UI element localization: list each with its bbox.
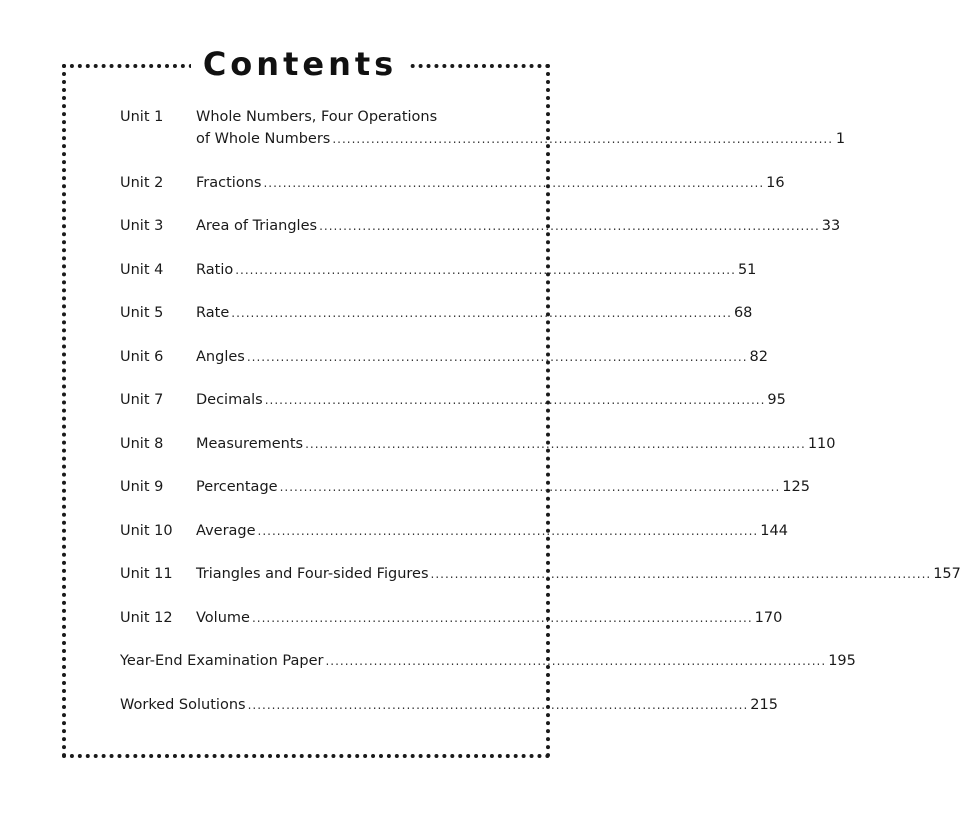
page-number: 110	[807, 435, 836, 452]
unit-label: Unit 9	[120, 479, 164, 495]
unit-title-continued: of Whole Numbers	[196, 131, 331, 147]
unit-label: Unit 3	[120, 218, 164, 234]
section-title: Worked Solutions	[120, 696, 246, 713]
unit-title: Measurements	[196, 435, 304, 452]
unit-label: Unit 7	[120, 392, 164, 408]
page-number: 95	[767, 392, 786, 408]
dot-leader: ........................................................................................................	[305, 436, 806, 451]
dot-leader: ........................................................................................................	[246, 349, 748, 364]
unit-label: Unit 12	[120, 609, 173, 626]
unit-title: Average	[196, 522, 256, 539]
page-number: 215	[750, 696, 778, 713]
unit-label: Unit 6	[120, 348, 164, 365]
toc-entry-unit-2[interactable]	[120, 172, 785, 194]
dot-leader: ........................................................................................................	[251, 610, 753, 625]
unit-title: Decimals	[196, 392, 263, 408]
page-title: Contents	[191, 42, 409, 86]
unit-title: Fractions	[196, 174, 262, 191]
toc-entry-unit-5[interactable]	[120, 302, 753, 324]
unit-label: Unit 5	[120, 305, 164, 321]
dot-leader: ........................................................................................................	[263, 175, 765, 190]
dot-leader: ........................................................................................................	[247, 697, 749, 712]
toc-entry-unit-12[interactable]	[120, 607, 783, 629]
unit-title: Ratio	[196, 261, 234, 278]
dot-leader: ........................................................................................................	[325, 654, 827, 668]
page-number: 125	[782, 479, 810, 495]
dot-leader: ........................................................................................................	[231, 306, 732, 320]
page-number: 51	[737, 261, 757, 278]
toc-entry-unit-1[interactable]	[120, 106, 846, 150]
unit-title: Whole Numbers, Four Operations	[196, 109, 438, 125]
unit-title: Percentage	[196, 479, 278, 495]
section-title: Year-End Examination Paper	[120, 653, 324, 669]
unit-title: Angles	[196, 348, 245, 365]
dot-leader: ........................................................................................................	[332, 132, 834, 146]
page-number: 170	[754, 609, 783, 626]
page-number: 144	[760, 522, 788, 539]
dot-leader: ........................................................................................................	[279, 480, 781, 494]
unit-label: Unit 1	[120, 109, 164, 125]
dot-leader: ........................................................................................................	[430, 567, 932, 581]
unit-label: Unit 10	[120, 522, 173, 539]
toc-entry-worked-solutions[interactable]	[120, 694, 778, 716]
unit-label: Unit 8	[120, 435, 164, 452]
toc-entry-unit-11[interactable]	[120, 563, 961, 585]
toc-entry-unit-3[interactable]	[120, 215, 841, 237]
page-number: 68	[733, 305, 753, 321]
dot-leader: ........................................................................................................	[319, 219, 820, 233]
toc-entry-unit-10[interactable]	[120, 520, 788, 542]
unit-title: Triangles and Four-sided Figures	[196, 566, 429, 582]
page-number: 82	[749, 348, 768, 365]
unit-title: Area of Triangles	[196, 218, 318, 234]
page-number: 195	[828, 653, 856, 669]
unit-title: Rate	[196, 305, 230, 321]
dot-leader: ........................................................................................................	[257, 523, 759, 538]
toc-entry-unit-4[interactable]	[120, 259, 757, 281]
unit-label: Unit 2	[120, 174, 164, 191]
page-number: 16	[766, 174, 785, 191]
toc-entry-unit-9[interactable]	[120, 476, 810, 498]
dot-leader: ........................................................................................................	[235, 262, 736, 277]
table-of-contents	[120, 106, 961, 737]
page-number: 157	[933, 566, 961, 582]
unit-label: Unit 4	[120, 261, 164, 278]
page-number: 33	[821, 218, 841, 234]
dot-leader: ........................................................................................................	[264, 393, 766, 407]
page-number: 1	[835, 131, 846, 147]
unit-label: Unit 11	[120, 566, 173, 582]
toc-entry-unit-8[interactable]	[120, 433, 836, 455]
toc-entry-unit-7[interactable]	[120, 389, 786, 411]
title-container	[0, 42, 600, 86]
toc-entry-exam-paper[interactable]	[120, 650, 856, 672]
unit-title: Volume	[196, 609, 250, 626]
toc-entry-unit-6[interactable]	[120, 346, 768, 368]
